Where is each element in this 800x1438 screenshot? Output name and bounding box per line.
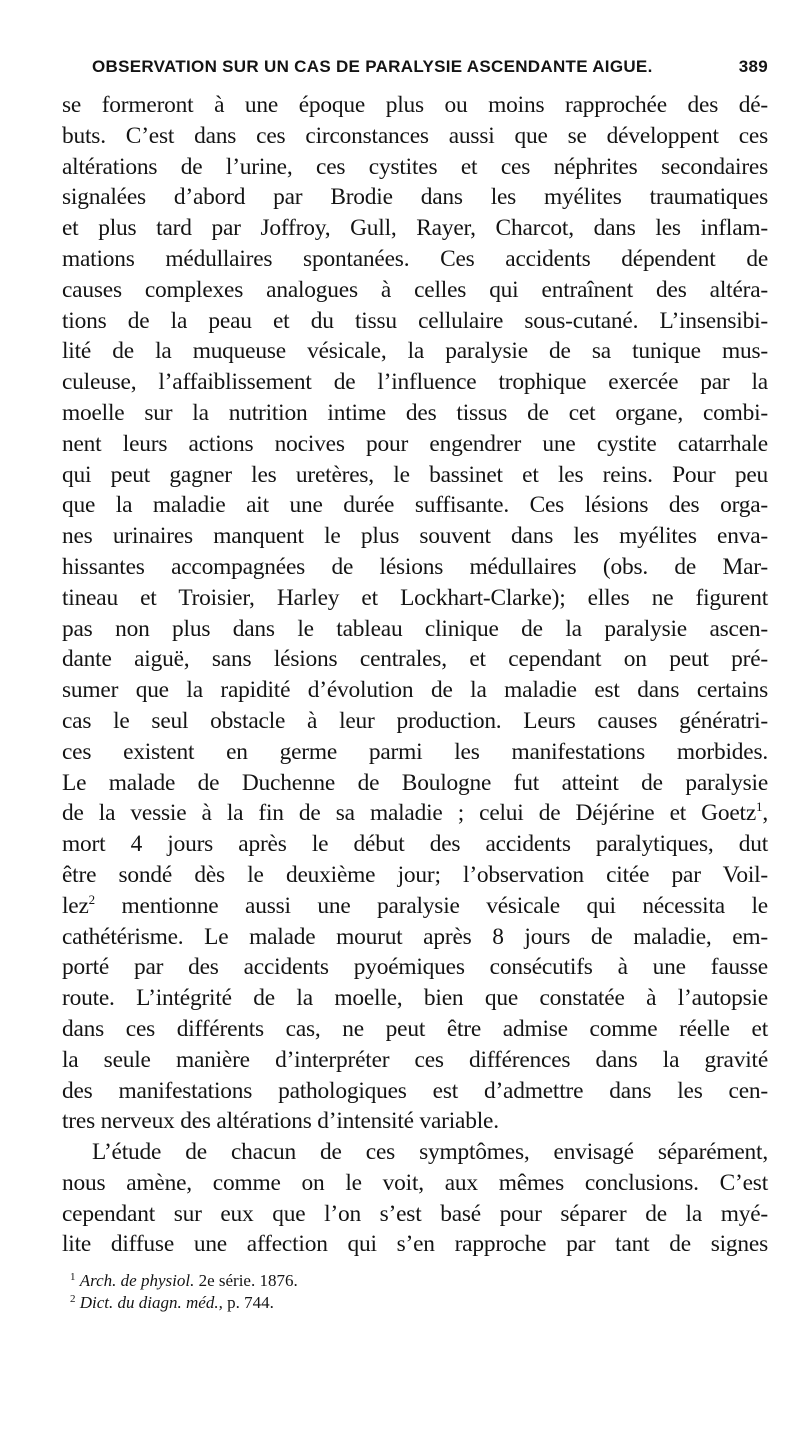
- text-line: moelle sur la nutrition intime des tissus de cet organe, combi-: [62, 399, 768, 426]
- text-line: dante aiguë, sans lésions centrales, et cependant on peut pré-: [62, 646, 768, 673]
- text-line: pas non plus dans le tableau clinique de la paralysie ascen-: [62, 615, 768, 642]
- text-line: mort 4 jours après le début des accidents paralytiques, dut: [62, 831, 768, 858]
- text-line: Le malade de Duchenne de Boulogne fut atteint de paralysie: [62, 769, 768, 796]
- text-line: L’étude de chacun de ces symptômes, envisagé séparément,: [92, 1139, 768, 1166]
- text-line: hissantes accompagnées de lésions médullaires (obs. de Mar-: [62, 553, 768, 580]
- text-line: lite diffuse une affection qui s’en rapproche par tant de signes: [62, 1231, 768, 1258]
- footnote-marker: 1: [70, 1271, 76, 1284]
- text-line: [62, 798, 768, 829]
- text-line: être sondé dès le deuxième jour; l’observation citée par Voil-: [62, 861, 768, 888]
- text-line: des manifestations pathologiques est d’admettre dans les cen-: [62, 1077, 768, 1104]
- running-title: OBSERVATION SUR UN CAS DE PARALYSIE ASCENDANTE AIGUE.: [92, 57, 653, 76]
- text-line: nous amène, comme on le voit, aux mêmes conclusions. C’est: [62, 1169, 768, 1196]
- footnote-source: Dict. du diagn. méd.,: [79, 1293, 223, 1313]
- footnote-marker: 2: [70, 1293, 76, 1306]
- text-line: se formeront à une époque plus ou moins rapprochée des dé-: [62, 92, 768, 118]
- paragraph-1: [62, 90, 768, 1137]
- text-line: nent leurs actions nocives pour engendrer une cystite catarrhale: [62, 430, 768, 457]
- text-line: route. L’intégrité de la moelle, bien que constatée à l’autopsie: [62, 985, 768, 1012]
- text-line: ces existent en germe parmi les manifestations morbides.: [62, 738, 768, 765]
- text-segment: mentionne aussi une paralysie vésicale qui nécessita le: [94, 892, 768, 919]
- text-segment: ,: [762, 800, 768, 827]
- footnote: [70, 1292, 768, 1314]
- footnote-detail: p. 744.: [222, 1293, 274, 1313]
- text-line: signalées d’abord par Brodie dans les myélites traumatiques: [62, 184, 768, 211]
- text-line: cas le seul obstacle à leur production. Leurs causes génératri-: [62, 707, 768, 734]
- paragraph-2: [62, 1137, 768, 1260]
- text-line: causes complexes analogues à celles qui entraînent des altéra-: [62, 276, 768, 303]
- text-line: nes urinaires manquent le plus souvent dans les myélites enva-: [62, 523, 768, 550]
- text-segment: de la vessie à la fin de sa maladie ; celui de Déjérine et Goetz: [62, 800, 757, 827]
- text-line: dans ces différents cas, ne peut être admise comme réelle et: [62, 1015, 768, 1042]
- text-line: que la maladie ait une durée suffisante. Ces lésions des orga-: [62, 492, 768, 519]
- text-line: tres nerveux des altérations d’intensité variable.: [62, 1108, 499, 1135]
- text-segment: lez: [62, 892, 89, 919]
- body-text: [62, 90, 768, 1260]
- text-line: buts. C’est dans ces circonstances aussi que se développent ces: [62, 122, 768, 149]
- text-line: culeuse, l’affaiblissement de l’influence trophique exercée par la: [62, 369, 768, 396]
- text-line: lité de la muqueuse vésicale, la paralysie de sa tunique mus-: [62, 338, 768, 365]
- text-line: [62, 891, 768, 922]
- text-line: altérations de l’urine, ces cystites et ces néphrites secondaires: [62, 153, 768, 180]
- text-line: mations médullaires spontanées. Ces accidents dépendent de: [62, 245, 768, 272]
- footnote-detail: 2e série. 1876.: [194, 1271, 298, 1291]
- page-number: 389: [738, 57, 768, 76]
- footnote-ref: 2: [88, 891, 95, 907]
- text-line: et plus tard par Joffroy, Gull, Rayer, Charcot, dans les inflam-: [62, 215, 768, 242]
- footnotes: [62, 1270, 768, 1314]
- text-line: sumer que la rapidité d’évolution de la maladie est dans certains: [62, 677, 768, 704]
- footnote: [70, 1270, 768, 1292]
- text-line: la seule manière d’interpréter ces différences dans la gravité: [62, 1046, 768, 1073]
- text-line: cathétérisme. Le malade mourut après 8 jours de maladie, em-: [62, 923, 768, 950]
- text-line: tineau et Troisier, Harley et Lockhart-Clarke); elles ne figurent: [62, 584, 768, 611]
- text-line: qui peut gagner les uretères, le bassinet et les reins. Pour peu: [62, 461, 768, 488]
- footnote-ref: 1: [756, 799, 763, 815]
- footnote-source: Arch. de physiol.: [79, 1271, 195, 1291]
- text-line: tions de la peau et du tissu cellulaire sous-cutané. L’insensibi-: [62, 307, 768, 334]
- document-page: [62, 56, 768, 1314]
- text-line: cependant sur eux que l’on s’est basé pour séparer de la myé-: [62, 1200, 768, 1227]
- text-line: porté par des accidents pyoémiques consécutifs à une fausse: [62, 954, 768, 981]
- running-head: [62, 56, 768, 90]
